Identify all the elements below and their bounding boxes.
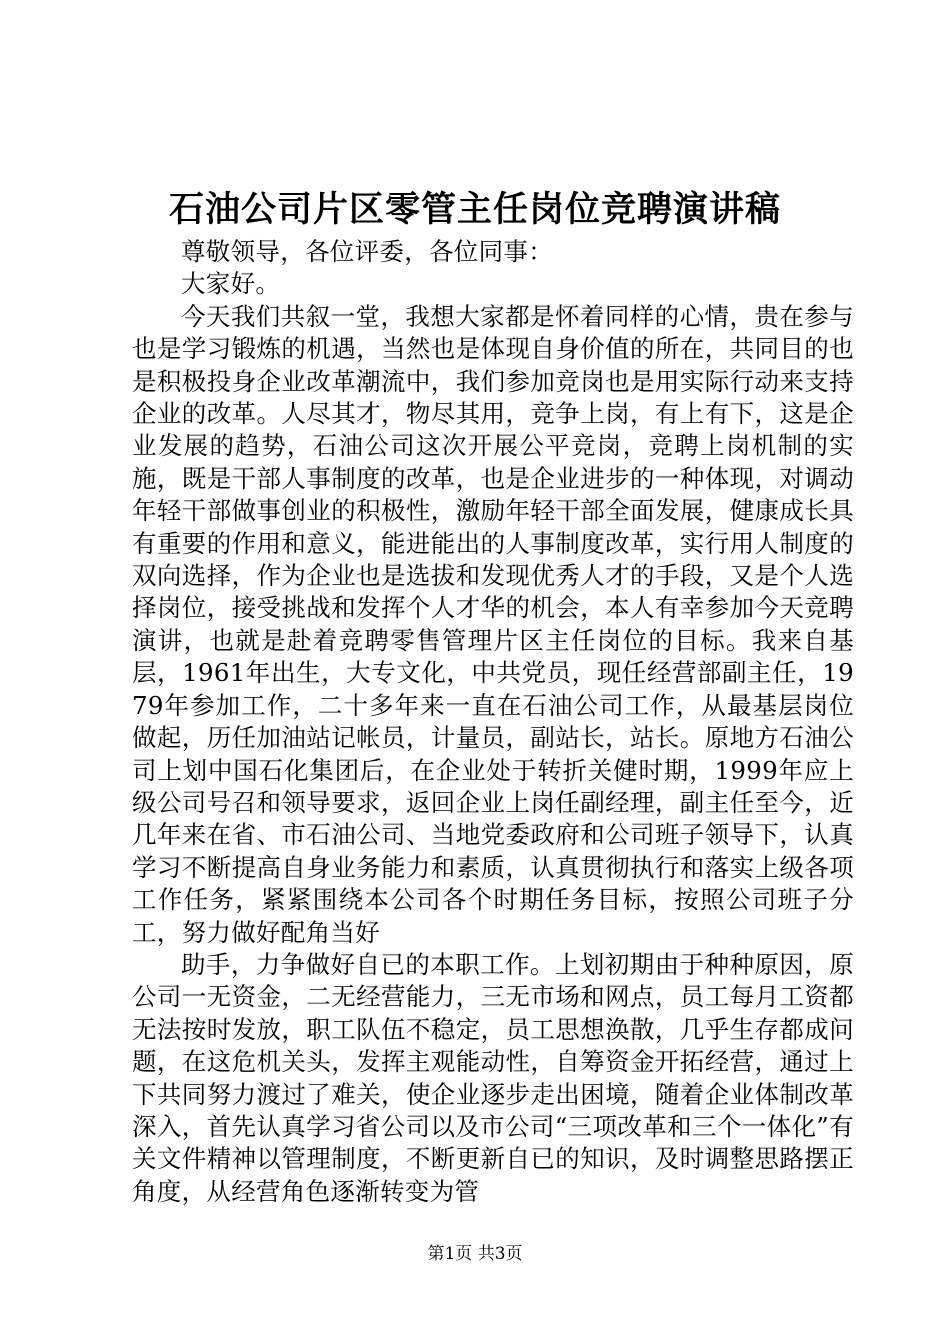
body-paragraph-2: 助手，力争做好自已的本职工作。上划初期由于种种原因，原公司一无资金，二无经营能力，三无市场和网点，员工每月工资都无法按时发放，职工队伍不稳定，员工思想涣散，几乎生存都成问题，在这危机关头，发挥主观能动性，自筹资金开拓经营，通过上下共同努力渡过了难关，使企业逐步走出困境，随着企业体制改革深入，首先认真学习省公司以及市公司“三项改革和三个一体化”有关文件精神以管理制度，不断更新自已的知识，及时调整思路摆正角度，从经营角色逐渐转变为管	[132, 949, 855, 1206]
document-title: 石油公司片区零管主任岗位竞聘演讲稿	[168, 189, 781, 230]
document-body	[132, 236, 854, 1208]
page-footer: 第1页 共3页	[427, 1244, 523, 1264]
greeting-line: 大家好。	[181, 269, 281, 299]
salutation-line: 尊敬领导，各位评委，各位同事：	[181, 237, 553, 266]
body-paragraph-1: 今天我们共叙一堂，我想大家都是怀着同样的心情，贵在参与也是学习锻炼的机遇，当然也是体现自身价值的所在，共同目的也是积极投身企业改革潮流中，我们参加竞岗也是用实际行动来支持企业的改革。人尽其才，物尽其用，竞争上岗，有上有下，这是企业发展的趋势，石油公司这次开展公平竞岗，竞聘上岗机制的实施，既是干部人事制度的改革，也是企业进步的一种体现，对调动年轻干部做事创业的积极性，激励年轻干部全面发展，健康成长具有重要的作用和意义，能进能出的人事制度改革，实行用人制度的双向选择，作为企业也是选拔和发现优秀人才的手段，又是个人选择岗位，接受挑战和发挥个人才华的机会，本人有幸参加今天竞聘演讲，也就是赴着竞聘零售管理片区主任岗位的目标。我来自基层，1961年出生，大专文化，中共党员，现任经营部副主任，1979年参加工作，二十多年来一直在石油公司工作，从最基层岗位做起，历任加油站记帐员，计量员，副站长，站长。原地方石油公司上划中国石化集团后，在企业处于转折关健时期，1999年应上级公司号召和领导要求，返回企业上岗任副经理，副主任至今，近几年来在省、市石油公司、当地党委政府和公司班子领导下，认真学习不断提高自身业务能力和素质，认真贯彻执行和落实上级各项工作任务，紧紧围绕本公司各个时期任务目标，按照公司班子分工，努力做好配角当好	[132, 301, 854, 947]
